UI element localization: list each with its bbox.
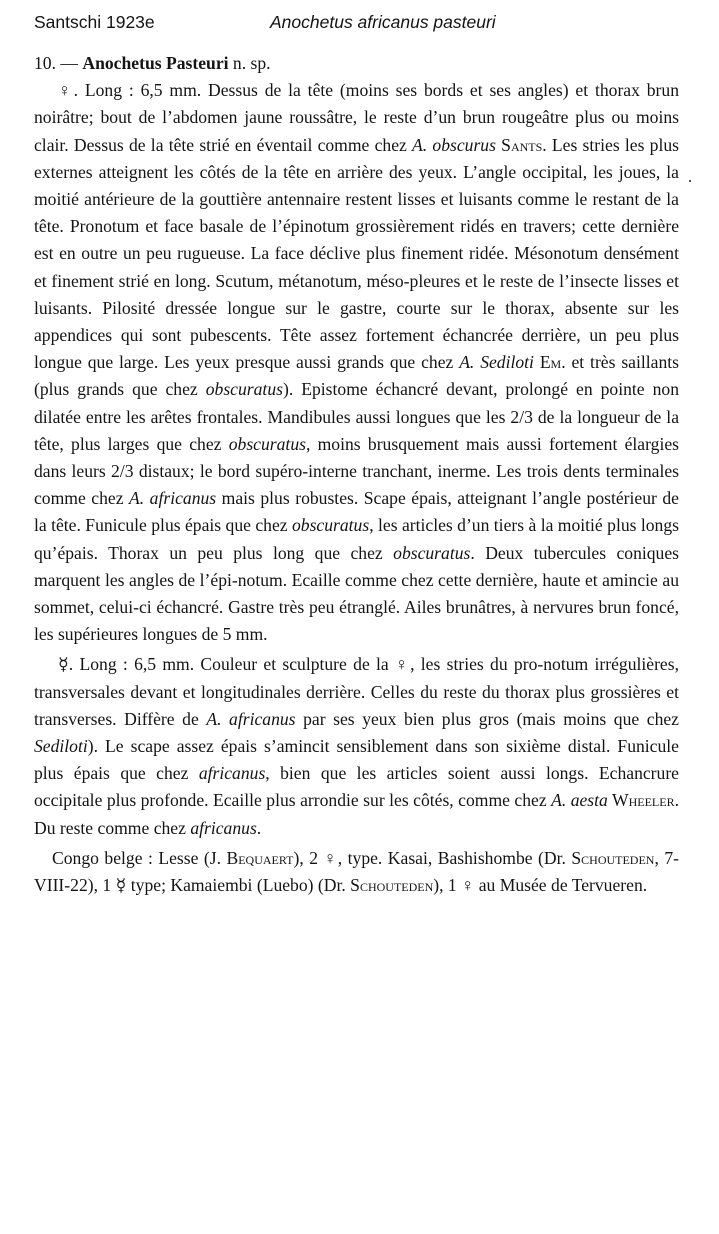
taxon-name: Sediloti [34, 736, 88, 757]
text-run: par ses yeux bien plus gros (mais moins que chez [295, 708, 679, 729]
header-species: Anochetus africanus pasteuri [270, 12, 496, 32]
taxon-name: africanus [190, 817, 257, 838]
taxon-name: A. aesta [551, 790, 608, 811]
text-run: , moins brusquement mais aussi fortement élargies dans leurs 2/3 distaux; le bord supéro-interne tranchant, inerme. Les trois dents terminales comme chez [34, 433, 679, 509]
collector-name: Schouteden [350, 875, 434, 896]
taxon-name: A. africanus [129, 488, 217, 509]
author-name: Em [533, 352, 562, 373]
taxon-name: obscuratus [291, 515, 370, 536]
text-run: . [256, 817, 262, 838]
collector-name: Schouteden [571, 847, 655, 868]
taxon-name: A. obscurus [412, 134, 496, 155]
heading-number: 10. — [34, 53, 78, 73]
author-name: Sants [495, 134, 543, 155]
text-run: . Du reste comme chez [34, 790, 679, 838]
text-run: ). Epistome échancré devant, prolongé en pointe non dilatée entre les arêtes frontales. Mandibules aussi longues que les 2/3 de la longueur de la tête, plus larges que chez [34, 379, 679, 454]
text-run: ), 1 ♀ au Musée de Tervueren. [433, 875, 648, 896]
taxon-name: obscuratus [393, 542, 471, 563]
taxon-name: africanus [198, 763, 266, 784]
text-run: , 7-VIII-22), 1 ☿ type; Kamaiembi (Luebo) (Dr. [34, 847, 679, 896]
text-run: , bien que les articles soient aussi longs. Echancrure occipitale plus profonde. Ecaille plus arrondie sur les côtés, comme chez [34, 763, 679, 811]
article-body [34, 50, 679, 899]
taxon-name: obscuratus [228, 433, 306, 454]
collector-name: Bequaert [226, 847, 294, 868]
text-run: ), 2 ♀, type. Kasai, Bashishombe (Dr. [293, 847, 572, 868]
text-run: . et très saillants (plus grands que chez [34, 352, 679, 400]
heading-species-name: Anochetus Pasteuri [82, 53, 229, 73]
author-name: Wheeler [607, 790, 675, 811]
text-run: Congo belge : Lesse (J. [52, 847, 227, 868]
worker-description [34, 651, 679, 841]
species-heading [34, 50, 679, 77]
text-run: ♀. Long : 6,5 mm. Dessus de la tête (moins ses bords et ses angles) et thorax brun noirâtre; bout de l’abdomen jaune roussâtre, le reste d’un brun rougeâtre plus ou moins clair. Dessus de la tête strié en éventail comme chez [34, 80, 679, 155]
header-citation: Santschi 1923e [34, 12, 155, 32]
text-run: , les articles d’un tiers à la moitié plus longs qu’épais. Thorax un peu plus long que chez [34, 515, 680, 563]
text-run: ☿. Long : 6,5 mm. Couleur et sculpture de la ♀, les stries du pro-notum irrégulières, transversales devant et longitudinales derrière. Celles du reste du thorax plus grossières et transverses. Diffère de [34, 654, 679, 729]
text-run: . Les stries les plus externes atteignent les côtés de la tête en arrière des yeux. L’angle occipital, les joues, la moitié antérieure de la gouttière antennaire restent lisses et luisants comme le restant de la tête. Pronotum et face basale de l’épinotum grossièrement ridés en travers; cette dernière est en outre un peu rugueuse. La face déclive plus finement ridée. Mésonotum densément et finement strié en long. Scutum, métanotum, méso-pleures et le reste de l’insecte lisses et luisants. Pilosité dressée longue sur le gastre, courte sur le thorax, absente sur les appendices qui sont pubescents. Tête assez fortement échancrée derrière, un peu plus longue que large. Les yeux presque aussi grands que chez [34, 134, 679, 373]
margin-speck [689, 180, 691, 182]
taxon-name: A. africanus [206, 708, 296, 729]
running-header [34, 12, 649, 38]
taxon-name: obscuratus [205, 379, 283, 400]
text-run: ). Le scape assez épais s’amincit sensiblement dans son sixième distal. Funicule plus épais que chez [34, 736, 679, 784]
text-run: mais plus robustes. Scape épais, atteignant l’angle postérieur de la tête. Funicule plus épais que chez [34, 488, 679, 536]
heading-suffix: n. sp. [228, 53, 271, 73]
female-description [34, 77, 679, 648]
text-run: . Deux tubercules coniques marquent les angles de l’épi-notum. Ecaille comme chez cette dernière, haute et amincie au sommet, celui-ci échancré. Gastre très peu étranglé. Ailes brunâtres, à nervures brun foncé, les supérieures longues de 5 mm. [34, 542, 680, 645]
taxon-name: A. Sediloti [459, 352, 534, 373]
locality-record [34, 845, 679, 899]
